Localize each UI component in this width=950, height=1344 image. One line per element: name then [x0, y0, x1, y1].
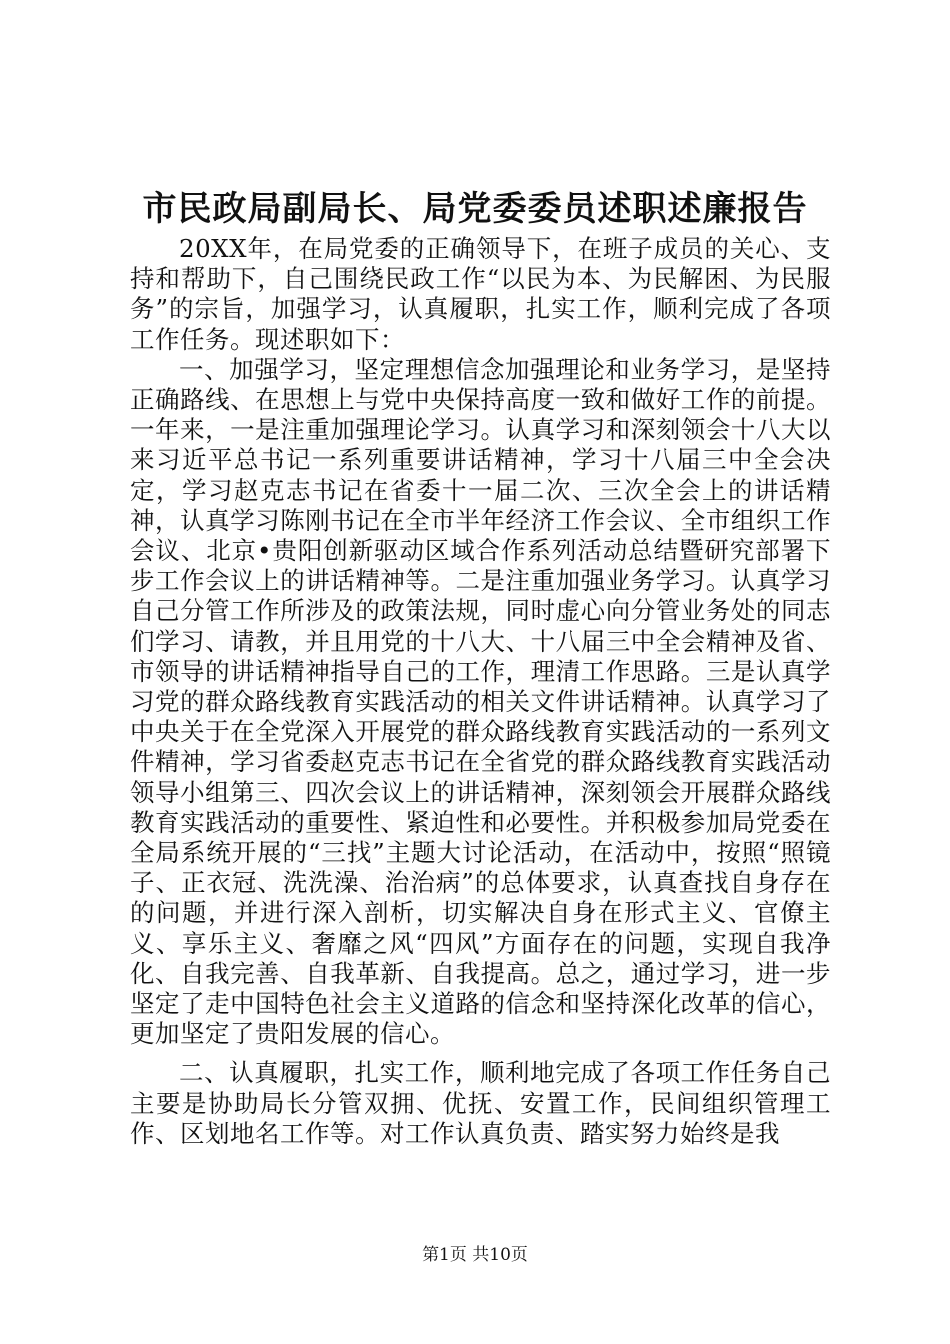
paragraph-section-one: 一、加强学习，坚定理想信念加强理论和业务学习，是坚持正确路线、在思想上与党中央保持高度一致和做好工作的前提。一年来，一是注重加强理论学习。认真学习和深刻领会十八大以来习近平总书记一系列重要讲话精神，学习十八届三中全会决定，学习赵克志书记在省委十一届二次、三次全会上的讲话精神，认真学习陈刚书记在全市半年经济工作会议、全市组织工作会议、北京•贵阳创新驱动区域合作系列活动总结暨研究部署下步工作会议上的讲话精神等。二是注重加强业务学习。认真学习自己分管工作所涉及的政策法规，同时虚心向分管业务处的同志们学习、请教，并且用党的十八大、十八届三中全会精神及省、市领导的讲话精神指导自己的工作，理清工作思路。三是认真学习党的群众路线教育实践活动的相关文件讲话精神。认真学习了中央关于在全党深入开展党的群众路线教育实践活动的一系列文件精神，学习省委赵克志书记在全省党的群众路线教育实践活动领导小组第三、四次会议上的讲话精神，深刻领会开展群众路线教育实践活动的重要性、紧迫性和必要性。并积极参加局党委在全局系统开展的“三找”主题大讨论活动，在活动中，按照“照镜子、正衣冠、洗洗澡、治治病”的总体要求，认真查找自身存在的问题，并进行深入剖析，切实解决自身在形式主义、官僚主义、享乐主义、奢靡之风“四风”方面存在的问题，实现自我净化、自我完善、自我革新、自我提高。总之，通过学习，进一步坚定了走中国特色社会主义道路的信念和坚持深化改革的信心，更加坚定了贵阳发展的信心。: [130, 354, 831, 1049]
document-body: [130, 234, 831, 1149]
page-number-footer: 第1页 共10页: [422, 1245, 528, 1265]
paragraph-intro: 20XX年，在局党委的正确领导下，在班子成员的关心、支持和帮助下，自己围绕民政工作“以民为本、为民解困、为民服务”的宗旨，加强学习，认真履职，扎实工作，顺利完成了各项工作任务。现述职如下：: [130, 234, 831, 354]
paragraph-section-two: 二、认真履职，扎实工作，顺利地完成了各项工作任务自己主要是协助局长分管双拥、优抚、安置工作，民间组织管理工作、区划地名工作等。对工作认真负责、踏实努力始终是我: [130, 1058, 831, 1148]
document-title: 市民政局副局长、局党委委员述职述廉报告: [142, 189, 808, 229]
